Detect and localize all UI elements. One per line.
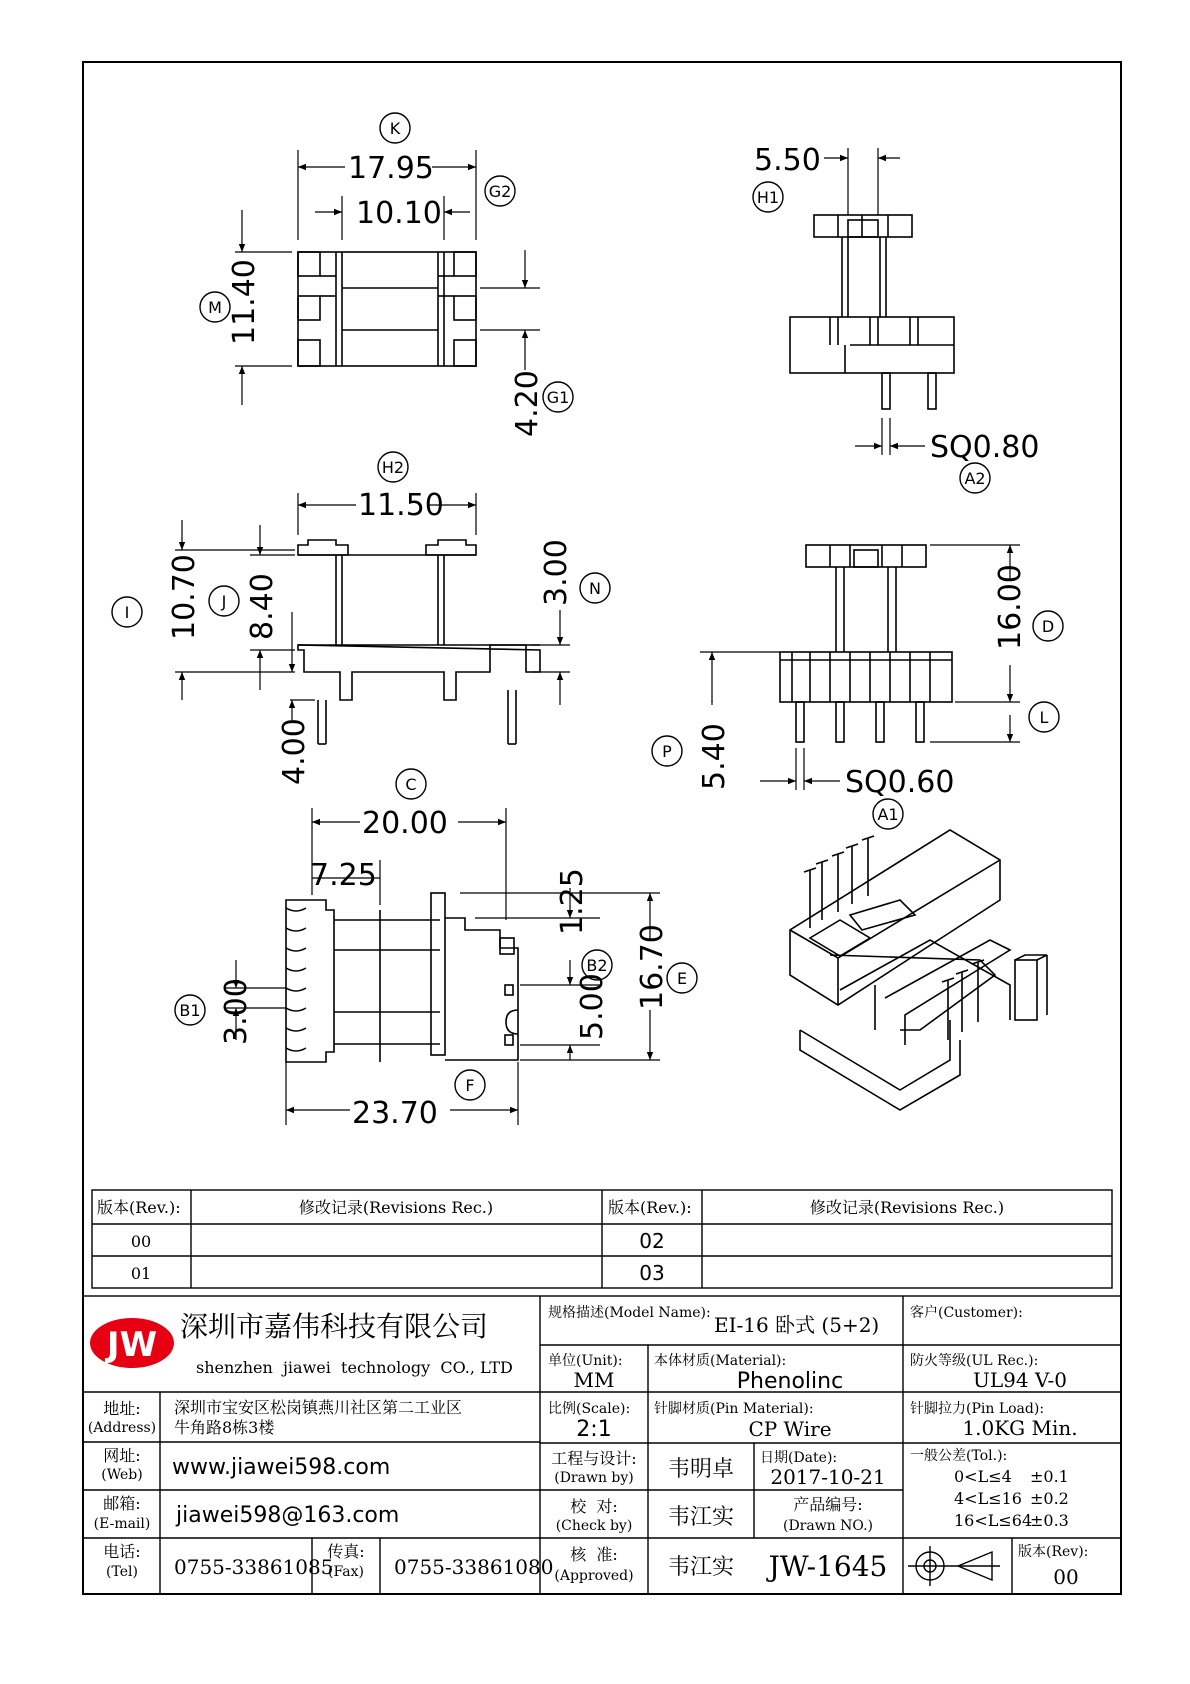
tol-value-0: ±0.1 [1030,1467,1069,1486]
rev-header-right: 版本(Rev.): [608,1198,692,1217]
web-label-en: (Web) [101,1467,143,1483]
balloon-b1: B1 [179,1001,201,1020]
dim-m: 11.40 [227,259,262,345]
dim-e: 16.70 [635,924,670,1010]
balloon-d: D [1041,617,1055,636]
dim-c: 20.00 [362,806,448,841]
dim-offset: 7.25 [310,858,377,893]
tol-range-2: 16<L≤64 [954,1511,1033,1530]
unit-label: 单位(Unit): [548,1353,623,1369]
jw-logo-text: JW [106,1325,158,1365]
rev-row-right-0: 02 [639,1229,665,1253]
dim-p: 5.40 [697,723,732,790]
drawn-label-en: (Drawn by) [554,1470,634,1486]
email-label-en: (E-mail) [93,1516,151,1532]
dim-g2: 10.10 [356,196,442,231]
dim-d: 16.00 [993,564,1028,650]
date-value: 2017-10-21 [770,1465,886,1489]
dim-k: 17.95 [348,151,434,186]
dim-f: 23.70 [352,1096,438,1131]
tel-value: 0755-33861085 [174,1555,334,1579]
balloon-b2: B2 [586,956,608,975]
balloon-l: L [1039,708,1049,727]
jw-logo [90,1318,174,1368]
email-link[interactable]: jiawei598@163.com [176,1503,400,1528]
balloon-h2: H2 [381,458,405,477]
dim-n: 3.00 [539,539,574,606]
pin-load-value: 1.0KG Min. [962,1416,1078,1440]
tol-range-0: 0<L≤4 [954,1467,1012,1486]
web-label: 网址: [103,1446,141,1465]
rev-value: 00 [1053,1565,1079,1589]
fax-label: 传真: [327,1542,365,1561]
drawn-label: 工程与设计: [551,1449,637,1468]
rev-label: 版本(Rev): [1018,1544,1089,1560]
dim-b1: 3.00 [219,978,254,1045]
balloon-a1: A1 [877,805,899,824]
tol-value-2: ±0.3 [1030,1511,1069,1530]
isometric-view [790,830,1047,1110]
balloon-n: N [589,579,601,598]
dim-a2: SQ0.80 [930,430,1040,465]
fax-value: 0755-33861080 [394,1555,554,1579]
tol-value-1: ±0.2 [1030,1489,1069,1508]
balloon-h1: H1 [756,188,780,207]
balloon-j: J [221,592,227,611]
front-view [298,540,540,744]
top-view [298,252,476,366]
model-label: 规格描述(Model Name): [548,1305,711,1321]
dim-a1: SQ0.60 [845,765,955,800]
balloon-g2: G2 [488,182,512,201]
rec-header-right: 修改记录(Revisions Rec.) [809,1198,1005,1217]
rev-row-right-1: 03 [639,1261,665,1285]
dim-h2: 11.50 [358,488,444,523]
check-label: 校 对: [570,1497,618,1516]
projection-symbol-icon [908,1546,1000,1586]
pin-material-value: CP Wire [748,1417,832,1441]
front-view-dims [175,493,570,720]
balloon-g1: G1 [546,388,570,407]
model-value: EI-16 卧式 (5+2) [714,1313,880,1337]
address-line-2: 牛角路8栋3楼 [174,1418,275,1437]
ul-label: 防火等级(UL Rec.): [910,1353,1039,1369]
pin-load-label: 针脚拉力(Pin Load): [910,1401,1045,1417]
ul-value: UL94 V-0 [972,1368,1068,1392]
approved-label: 核 准: [570,1545,618,1564]
material-value: Phenolinc [736,1369,844,1394]
rev-row-left-0: 00 [130,1232,152,1251]
check-value: 韦江实 [667,1505,735,1530]
balloon-a2: A2 [964,469,986,488]
balloon-f: F [465,1076,475,1095]
customer-label: 客户(Customer): [910,1305,1023,1321]
scale-label: 比例(Scale): [548,1401,631,1417]
web-link[interactable]: www.jiawei598.com [172,1455,391,1480]
side-view [790,215,954,409]
dim-j: 8.40 [245,573,280,640]
fax-label-en: (Fax) [328,1564,364,1580]
rev-row-left-1: 01 [130,1264,152,1283]
drawn-value: 韦明卓 [667,1457,735,1482]
dim-pin-len: 4.00 [277,718,312,785]
drawno-label-en: (Drawn NO.) [783,1518,873,1534]
approved-value: 韦江实 [667,1555,735,1580]
dim-e-top: 1.25 [555,868,590,935]
tel-label: 电话: [103,1542,141,1561]
company-name-cn: 深圳市嘉伟科技有限公司 [180,1310,489,1343]
scale-value: 2:1 [576,1417,612,1442]
tel-label-en: (Tel) [106,1564,138,1580]
pin-view-dims [700,545,1020,790]
drawno-label: 产品编号: [793,1495,863,1514]
drawno-value: JW-1645 [768,1550,888,1583]
tol-range-1: 4<L≤16 [954,1489,1022,1508]
address-label: 地址: [103,1399,141,1418]
balloon-p: P [662,742,672,761]
unit-value: MM [573,1368,615,1392]
pin-material-label: 针脚材质(Pin Material): [654,1401,814,1417]
balloon-k: K [389,119,401,138]
rec-header-left: 修改记录(Revisions Rec.) [298,1198,494,1217]
balloon-i: I [124,603,130,622]
address-label-en: (Address) [87,1420,157,1436]
email-label: 邮箱: [103,1494,141,1513]
side-view-dims [824,148,925,455]
dim-b2: 5.00 [575,973,610,1040]
balloon-e: E [676,969,688,988]
dim-g1: 4.20 [510,370,545,437]
dim-i: 10.70 [167,554,202,640]
rev-header-left: 版本(Rev.): [97,1198,181,1217]
pin-view [780,545,952,742]
tol-label: 一般公差(Tol.): [910,1448,1008,1464]
check-label-en: (Check by) [555,1518,633,1534]
company-name-en: shenzhen jiawei technology CO., LTD [196,1358,513,1377]
balloon-c: C [405,775,417,794]
address-line-1: 深圳市宝安区松岗镇燕川社区第二工业区 [174,1398,463,1417]
material-label: 本体材质(Material): [654,1353,787,1369]
approved-label-en: (Approved) [554,1568,634,1584]
date-label: 日期(Date): [760,1450,838,1466]
dim-h1: 5.50 [754,143,821,178]
balloon-m: M [208,298,222,317]
